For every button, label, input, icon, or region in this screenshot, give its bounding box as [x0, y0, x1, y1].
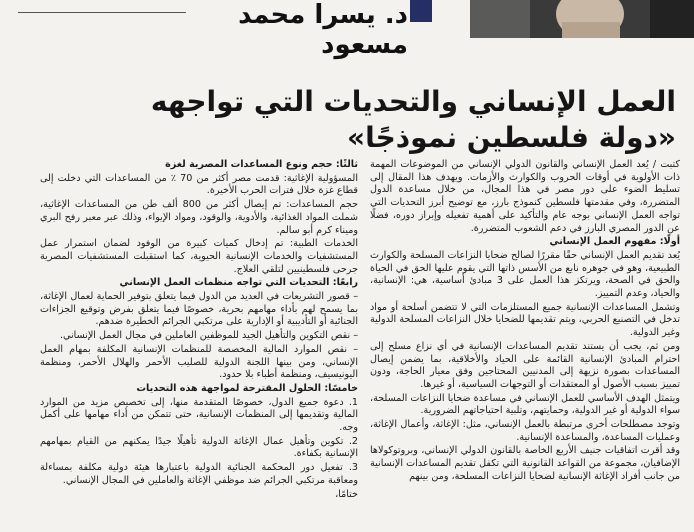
author-portrait	[470, 0, 694, 38]
paragraph: ومن ثم، يجب أن يستند تقديم المساعدات الإنسانية في أي نزاع مسلح إلى احترام المبادئ الإنسانية القائمة على الحياد والأخلاقية، بما يضمن إيصال المساعدات بصورة نزيهة إلى المدنيين المحتاجين وفق معيار الحاجة، ودون تمييز بسبب الأصول أو المعتقدات أو التوجهات السياسية، أو غيرها.	[370, 340, 680, 390]
article-headline	[94, 84, 676, 156]
author-name: د. يسرا محمد مسعود	[238, 0, 408, 60]
paragraph: 1. دعوة جميع الدول، خصوصًا المتقدمة منها، إلى تخصيص مزيد من الموارد المالية وتقديمها إلى المنظمات الإنسانية، حتى تتمكن من أداء مهامها على أكمل وجه.	[40, 396, 358, 434]
paragraph: ختامًا،	[335, 488, 358, 500]
paragraph: الخدمات الطبية: تم إدخال كميات كبيرة من الوفود لضمان استمرار عمل المستشفيات والخدمات الإنسانية الحيوية، كما استقبلت المستشفيات المصرية جرحى فلسطينيين لتلقي العلاج.	[40, 238, 358, 275]
section-heading: رابعًا: التحديات التي تواجه منظمات العمل الإنساني	[119, 277, 358, 289]
article-column-right	[370, 159, 680, 532]
paragraph: حجم المساعدات: تم إيصال أكثر من 800 ألف طن من المساعدات الإغاثية، شملت المواد الغذائية، والأدوية، والوقود، ومواد الإيواء، وذلك عبر معبر رفح البري وميناء كرم أبو سالم.	[40, 199, 358, 236]
paragraph: 3. تفعيل دور المحكمة الجنائية الدولية باعتبارها هيئة دولية مكلفة بمساءلة ومعاقبة مرتكبي الجرائم ضد موظفي الإغاثة والعاملين في المجال الإنساني.	[40, 462, 358, 486]
paragraph: – قصور التشريعات في العديد من الدول فيما يتعلق بتوفير الحماية لعمال الإغاثة، بما يسمح لهم بأداء مهامهم بحرية، خصوصًا فيما يتعلق بفرض وتوقيع الجزاءات الجنائية أو التأديبية أو الإدارية على مرتكبي الجرائم الخطيرة ضدهم.	[40, 291, 358, 328]
section-heading: ثالثًا: حجم ونوع المساعدات المصرية لغزة	[165, 159, 358, 170]
byline-marker	[410, 0, 432, 22]
section-heading: خامسًا: الحلول المقترحة لمواجهة هذه التحديات	[136, 382, 358, 394]
paragraph: كتبت / يُعد العمل الإنساني والقانون الدولي الإنساني من الموضوعات المهمة ذات الأولوية في أوقات الحروب والكوارث والأزمات. ويهدف هذا المقال إلى تسليط الضوء على دور مصر في هذا المجال، من خلال مساعدة الدول المتضررة، وفي مقدمتها فلسطين كنموذج بارز، مع توضيح أبرز التحديات التي تواجه العمل الإنساني بوجه عام والتأكيد على أهمية تفعيله وإبراز دوره، فضلًا عن الدور المصري البارز في دعم الشعوب المتضررة.	[370, 159, 680, 234]
headline-line-1: العمل الإنساني والتحديات التي تواجهه	[150, 85, 676, 118]
paragraph: وتشمل المساعدات الإنسانية جميع المستلزمات التي لا تتضمن أسلحة أو مواد تدخل في التصنيع الحربي، ويتم تقديمها للضحايا خلال النزاعات المسلحة الدولية وغير الدولية.	[370, 301, 680, 339]
article-column-left	[40, 159, 358, 532]
paragraph: وتوجد مصطلحات أخرى مرتبطة بالعمل الإنساني، مثل: الإغاثة، وأعمال الإغاثة، وعمليات المساعدة، والمساعدة الإنسانية.	[370, 419, 680, 443]
paragraph: وقد أقرت اتفاقيات جنيف الأربع الخاصة بالقانون الدولي الإنساني، وبروتوكولاها الإضافيان، مجموعة من القواعد القانونية التي تكفل تقديم المساعدات الإنسانية من جانب أفراد الإغاثة الإنسانية لضحايا النزاعات المسلحة، ومن بينهم	[370, 445, 680, 482]
byline-strip	[0, 0, 694, 60]
paragraph: ويتمثل الهدف الأساسي للعمل الإنساني في مساعدة ضحايا النزاعات المسلحة، سواء الدولية أو غير الدولية، وحمايتهم، وتلبية احتياجاتهم الضرورية.	[370, 392, 680, 417]
paragraph: – نقص التكوين والتأهيل الجيد للموظفين العاملين في مجال العمل الإنساني.	[59, 330, 358, 342]
headline-line-2: «دولة فلسطين نموذجًا»	[347, 121, 676, 154]
paragraph: 2. تكوين وتأهيل عمال الإغاثة الدولية تأهيلًا جيدًا يمكنهم من القيام بمهامهم الإنسانية بكفاءة.	[40, 435, 358, 460]
byline-rule	[18, 12, 186, 13]
section-heading: أولًا: مفهوم العمل الإنساني	[549, 236, 680, 248]
paragraph: – نقص الموارد المالية المخصصة للمنظمات الإنسانية المكلفة بمهام العمل الإنساني، ومن بينها اللجنة الدولية للصليب الأحمر والهلال الأحمر، ومنظمة اليونيسيف، ومنظمة أطباء بلا حدود.	[40, 343, 358, 381]
paragraph: المسؤولية الإغاثية: قدمت مصر أكثر من 70 ٪ من المساعدات التي دخلت إلى قطاع غزة خلال فترات الحرب الأخيرة.	[40, 172, 358, 197]
paragraph: يُعد تقديم العمل الإنساني حقًا مقررًا لصالح ضحايا النزاعات المسلحة والكوارث الطبيعية، وهو في جوهره نابع من الأسس ذاتها التي يقوم عليها الحق في الحياة والحق في الصحة، ويرتكز هذا العمل على 3 مبادئ أساسية، هي: الإنسانية، والحياد، وعدم التمييز.	[370, 249, 680, 300]
